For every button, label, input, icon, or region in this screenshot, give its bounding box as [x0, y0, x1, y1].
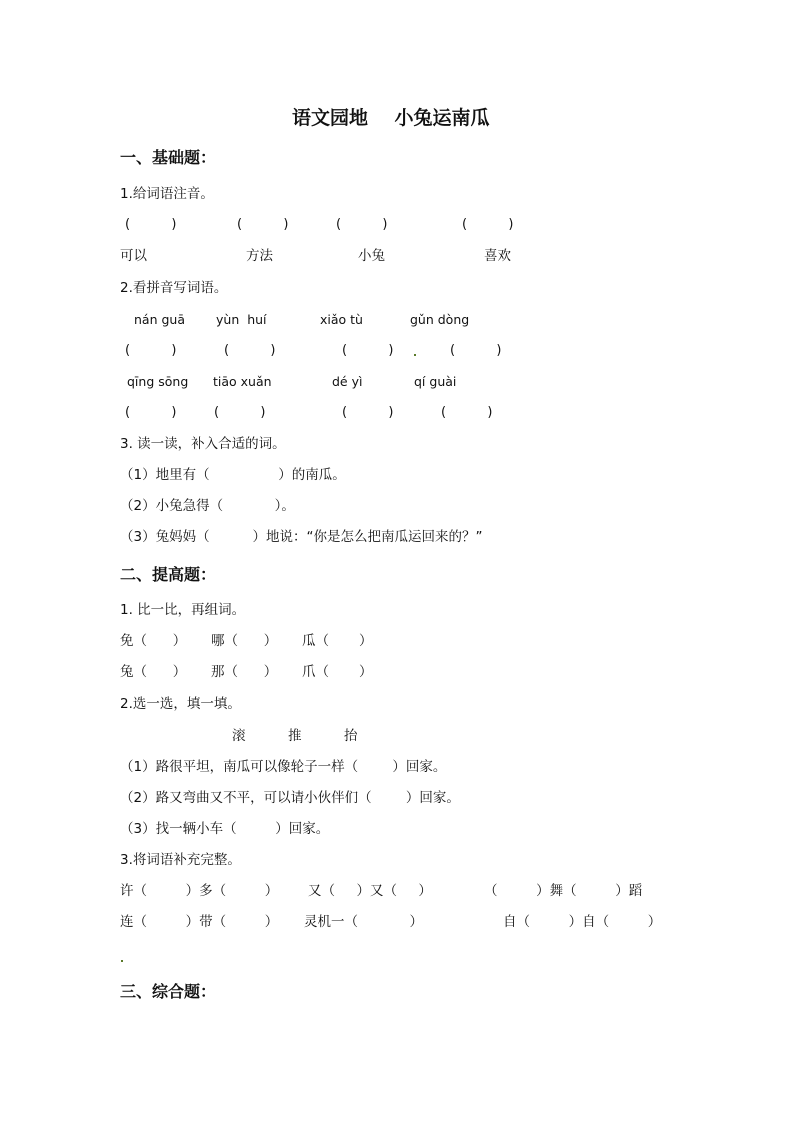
- idiom-item: （ ）舞（ ）蹈: [484, 883, 643, 899]
- pinyin: qí guài: [414, 374, 457, 389]
- idiom-item: 自（ ）自（ ）: [503, 914, 662, 930]
- idiom-item: 许（ ）多（ ）: [120, 883, 279, 899]
- compare-item: 哪（ ）: [211, 633, 278, 649]
- pinyin: qīng sōng: [127, 374, 189, 389]
- answer-blank: ( ): [450, 343, 502, 358]
- compare-item: 爪（ ）: [302, 664, 373, 680]
- pinyin: yùn huí: [216, 312, 267, 327]
- advanced-2-prompt: 2.选一选，填一填。: [120, 696, 241, 712]
- pinyin: gǔn dòng: [410, 312, 470, 327]
- answer-blank: ( ): [125, 405, 177, 420]
- stray-dot: [414, 354, 416, 356]
- answer-blank: ( ): [125, 217, 177, 232]
- question-2-prompt: 2.看拼音写词语。: [120, 280, 228, 296]
- pinyin: xiǎo tù: [320, 312, 363, 327]
- word: 小兔: [358, 248, 385, 264]
- answer-blank: ( ): [125, 343, 177, 358]
- option-word: 推: [288, 728, 302, 744]
- answer-blank: ( ): [441, 405, 493, 420]
- stray-dot: [121, 960, 123, 962]
- answer-blank: ( ): [224, 343, 276, 358]
- word: 可以: [120, 248, 147, 264]
- compare-item: 那（ ）: [211, 664, 278, 680]
- answer-blank: ( ): [237, 217, 289, 232]
- compare-item: 瓜（ ）: [302, 633, 373, 649]
- question-3-item: （3）兔妈妈（ ）地说：“你是怎么把南瓜运回来的？”: [120, 529, 483, 545]
- section-heading-basic: 一、基础题：: [120, 148, 217, 167]
- question-3-prompt: 3. 读一读，补入合适的词。: [120, 436, 286, 452]
- answer-blank: ( ): [214, 405, 266, 420]
- compare-item: 兔（ ）: [120, 664, 187, 680]
- pinyin: dé yì: [332, 374, 363, 389]
- advanced-1-prompt: 1. 比一比，再组词。: [120, 602, 246, 618]
- fill-item: （2）路又弯曲又不平，可以请小伙伴们（ ）回家。: [120, 790, 460, 806]
- pinyin: tiāo xuǎn: [213, 374, 272, 389]
- word: 喜欢: [484, 248, 511, 264]
- page-title: 语文园地 小兔运南瓜: [292, 107, 490, 129]
- option-word: 滚: [232, 728, 246, 744]
- option-word: 抬: [344, 728, 358, 744]
- idiom-item: 连（ ）带（ ）: [120, 914, 279, 930]
- fill-item: （3）找一辆小车（ ）回家。: [120, 821, 330, 837]
- answer-blank: ( ): [462, 217, 514, 232]
- compare-item: 免（ ）: [120, 633, 187, 649]
- idiom-item: 又（ ）又（ ）: [308, 883, 432, 899]
- advanced-3-prompt: 3.将词语补充完整。: [120, 852, 241, 868]
- section-heading-comprehensive: 三、综合题：: [120, 982, 217, 1001]
- answer-blank: ( ): [342, 343, 394, 358]
- question-1-prompt: 1.给词语注音。: [120, 186, 214, 202]
- section-heading-advanced: 二、提高题：: [120, 565, 217, 584]
- question-3-item: （2）小兔急得（ ）。: [120, 498, 295, 514]
- answer-blank: ( ): [342, 405, 394, 420]
- word: 方法: [246, 248, 273, 264]
- idiom-item: 灵机一（ ）: [304, 914, 423, 930]
- answer-blank: ( ): [336, 217, 388, 232]
- pinyin: nán guā: [134, 312, 185, 327]
- fill-item: （1）路很平坦，南瓜可以像轮子一样（ ）回家。: [120, 759, 447, 775]
- question-3-item: （1）地里有（ ）的南瓜。: [120, 467, 346, 483]
